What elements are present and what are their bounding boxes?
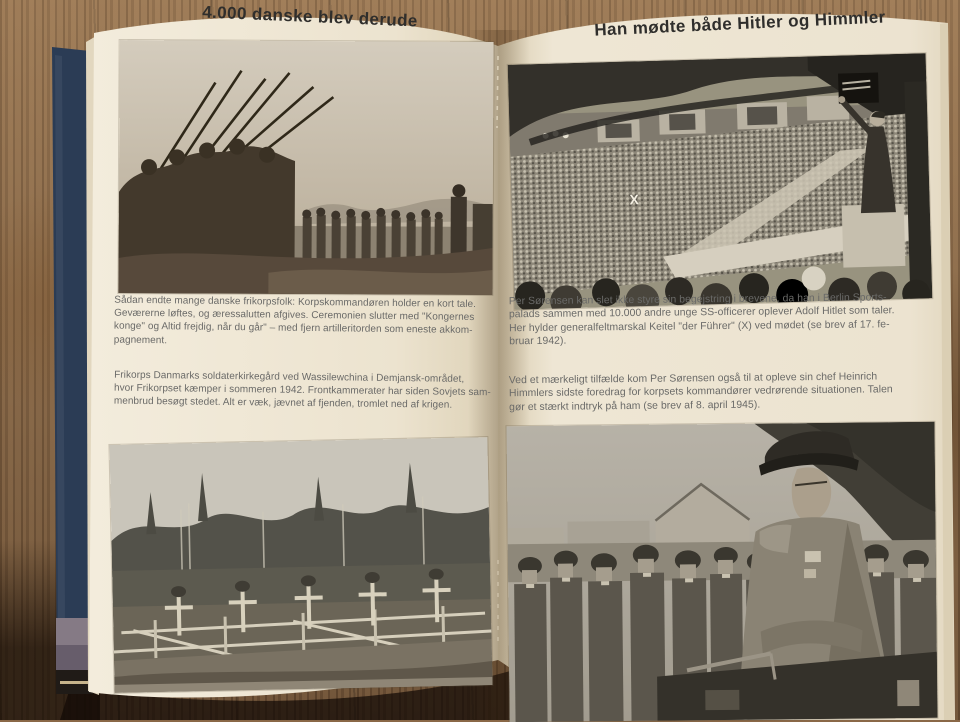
photo-himmler-troops: [506, 422, 937, 722]
photo-sportpalast-rally: [508, 53, 933, 310]
photo-x-annotation: X: [629, 191, 640, 208]
right-caption-top: Per Sørensen kan slet ikke styre sin begejstring i brevene, da han i Berlin Sports- palads sammen med 10.000 andre unge SS-officerer oplever Adolf Hitlet som taler. Her hylder generalfeltmarskal Keitel "der Führer" (X) ved mødet (se brev af 17. fe- bruar 1942).: [508, 292, 895, 348]
left-page-title: 4.000 danske blev derude: [201, 2, 419, 31]
right-page-title: Han mødte både Hitler og Himmler: [593, 7, 886, 40]
left-caption-top: Sådan endte mange danske frikorpsfolk: Korpskommandøren holder en kort tale. Geværerne løftes, og æressalutten afgives. Ceremonien slutter med "Kongernes konge" og Altid frejdig, når du går" – med fjern artilleritorden som eneste akkom- pagnement.: [113, 294, 477, 346]
right-caption-bottom: Ved et mærkeligt tilfælde kom Per Sørensen også til at opleve sin chef Heinrich Himmlers sidste foredrag for korpsets kommandører vedrørende situationen. Talen gør et stærkt indtryk på ham (se brev af 8. april 1945).: [508, 371, 893, 414]
photo-soldier-cemetery: [109, 437, 492, 693]
photo-firing-salute: [118, 40, 493, 295]
left-caption-bottom: Frikorps Danmarks soldaterkirkegård ved Wassilewchina i Demjansk-området, hvor Frikorpset kæmper i sommeren 1942. Frontkammerater har siden Sovjets sam- menbrud besøgt stedet. Alt er væk, jævnet af fjenden, tromlet ned af krigen.: [113, 369, 491, 412]
